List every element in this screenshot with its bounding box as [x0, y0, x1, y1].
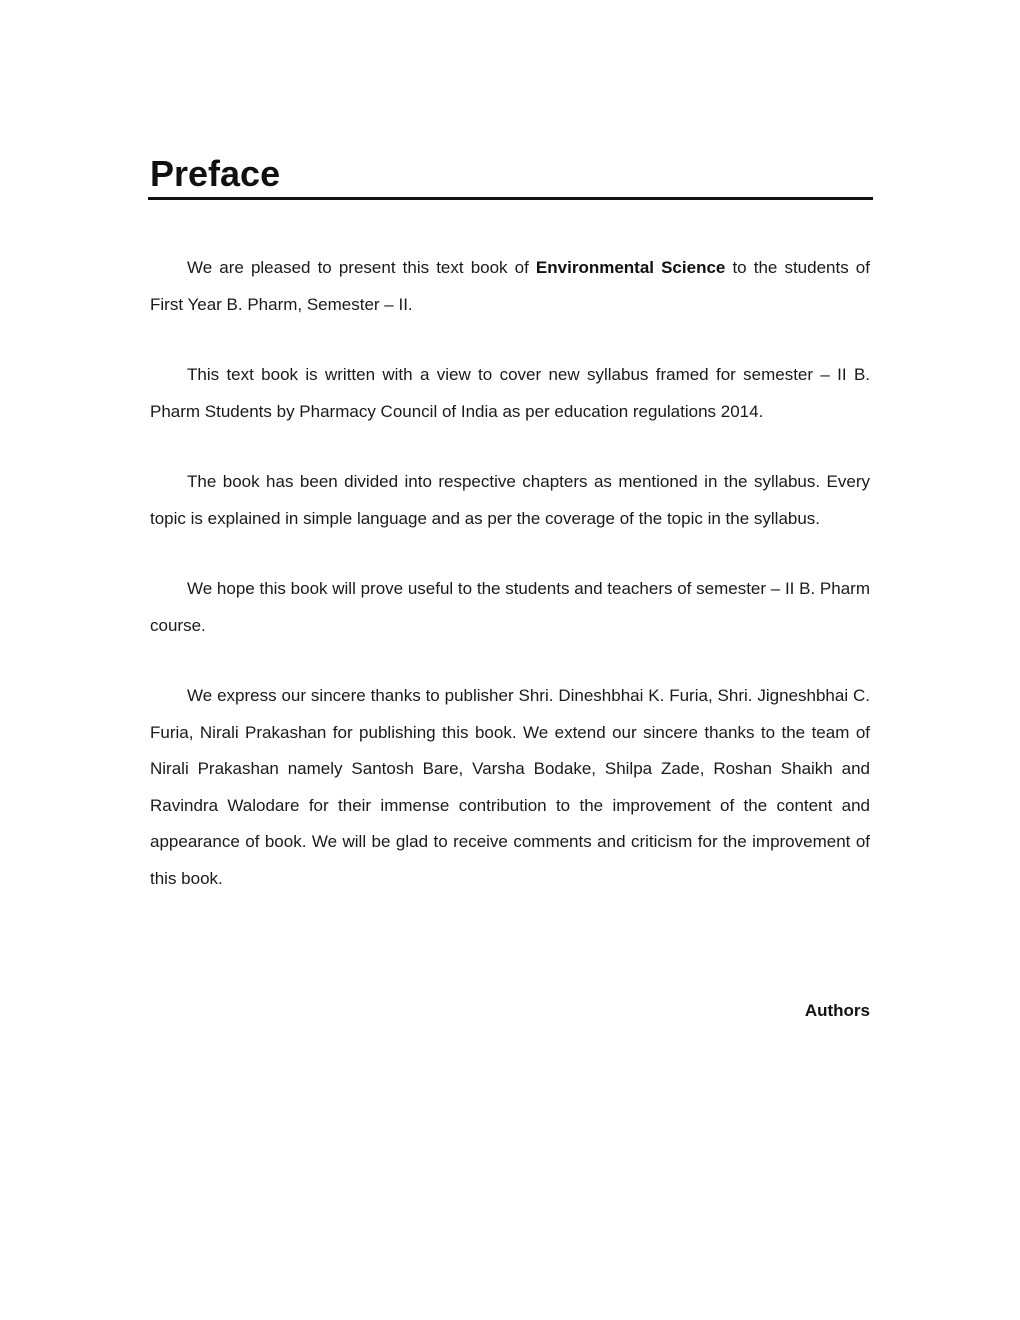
paragraph-acknowledgements: We express our sincere thanks to publisher Shri. Dineshbhai K. Furia, Shri. Jigneshbhai C. Furia, Nirali Prakashan for publishing this book. We extend our sincere thanks to the team of Nirali Prakashan namely Santosh Bare, Varsha Bodake, Shilpa Zade, Roshan Shaikh and Ravindra Walodare for their immense contribution to the improvement of the content and appearance of book. We will be glad to receive comments and criticism for the improvement of this book. — [150, 686, 870, 888]
paragraph-chapters: The book has been divided into respective chapters as mentioned in the syllabus. Every topic is explained in simple language and as per the coverage of the topic in the syllabus. — [150, 472, 870, 528]
page-title: Preface — [150, 153, 281, 194]
title-underline — [148, 197, 873, 200]
paragraph-intro — [150, 250, 870, 323]
authors-signature: Authors — [804, 1001, 870, 1020]
paragraph-usefulness: We hope this book will prove useful to the students and teachers of semester – II B. Pharm course. — [150, 579, 870, 635]
preface-body — [150, 250, 870, 931]
paragraph-syllabus: This text book is written with a view to cover new syllabus framed for semester – II B. Pharm Students by Pharmacy Council of India as per education regulations 2014. — [150, 365, 870, 421]
book-subject: Environmental Science — [535, 258, 726, 277]
paragraph-intro-lead: We are pleased to present this text book of — [187, 258, 536, 277]
paragraph-intro-tail: to the students of First Year B. Pharm, Semester – II. — [150, 258, 870, 314]
